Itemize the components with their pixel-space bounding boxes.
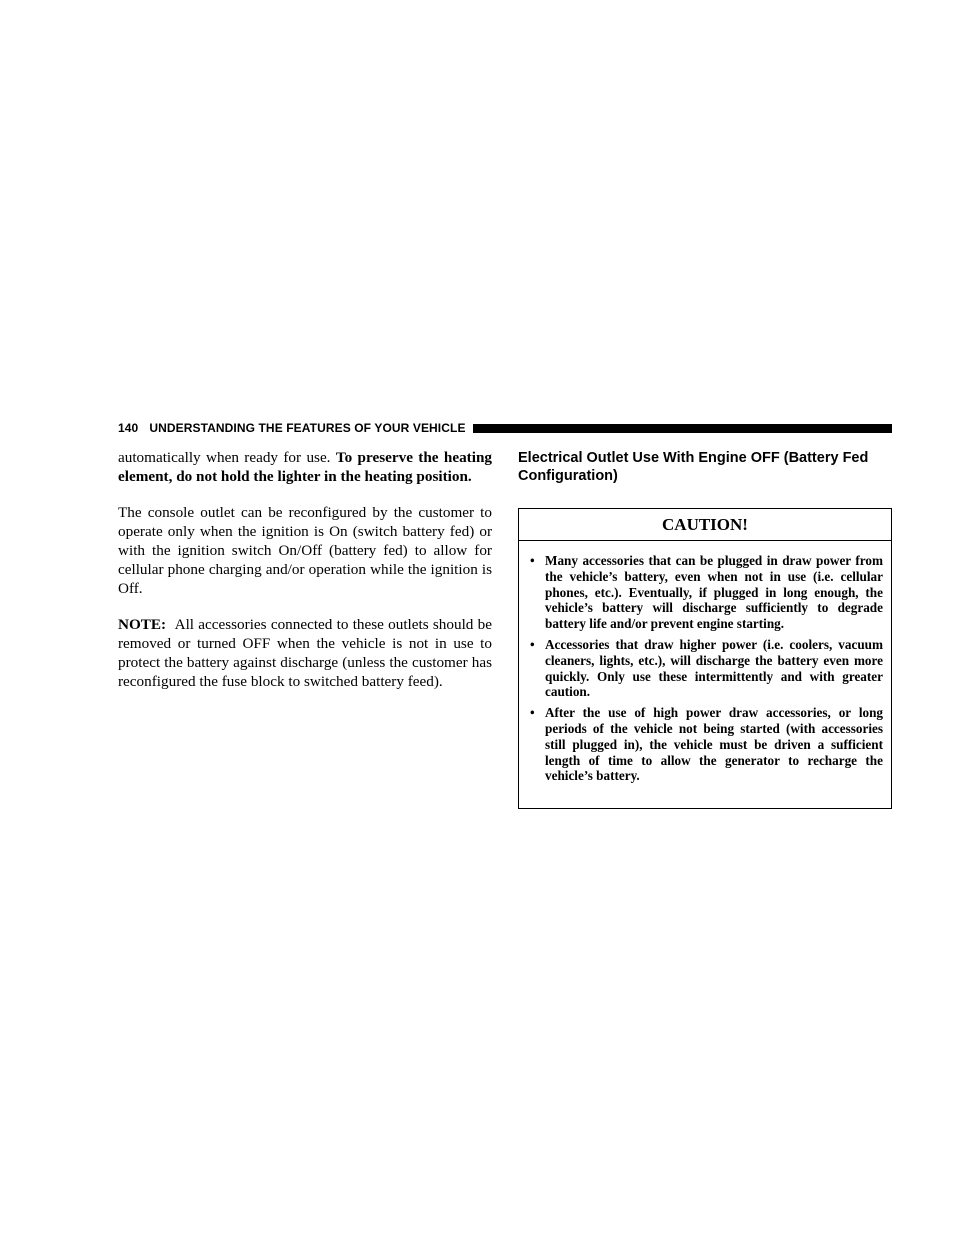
caution-item-text: Many accessories that can be plugged in draw power from the vehicle’s battery, even when not in use (i.e. cellular phones, etc.). Eventually, if plugged in long enough, the vehicle’s battery will discharge sufficiently to degrade battery life and/or prevent engine starting. xyxy=(545,553,883,632)
caution-title: CAUTION! xyxy=(519,509,891,541)
note-text: All accessories connected to these outlets should be removed or turned OFF when the vehicle is not in use to protect the battery against discharge (unless the customer has reconfigured the fuse block to switched battery feed). xyxy=(118,616,492,690)
section-subheading: Electrical Outlet Use With Engine OFF (Battery Fed Configuration) xyxy=(518,450,869,484)
page-header xyxy=(118,419,892,437)
page-number: 140 xyxy=(118,421,139,435)
right-column xyxy=(518,448,892,784)
caution-item xyxy=(530,553,883,632)
caution-item xyxy=(530,705,883,784)
caution-item-text: Accessories that draw higher power (i.e. coolers, vacuum cleaners, lights, etc.), will discharge the battery even more quickly. Only use these intermittently and with greater caution. xyxy=(545,636,883,700)
bullet-icon: • xyxy=(530,553,535,568)
caution-item-text: After the use of high power draw accessories, or long periods of the vehicle not being started (with accessories still plugged in), the vehicle must be driven a sufficient length of time to allow the generator to recharge the vehicle’s battery. xyxy=(545,705,883,784)
paragraph-console-outlet: The console outlet can be reconfigured by the customer to operate only when the ignition is On (switch battery fed) or with the ignition switch On/Off (battery fed) to allow for cellular phone charging and/or operation while the ignition is Off. xyxy=(118,504,492,597)
bullet-icon: • xyxy=(530,705,535,721)
note-label: NOTE: xyxy=(118,616,167,633)
bullet-icon: • xyxy=(530,636,535,652)
caution-item xyxy=(530,636,883,700)
caution-box xyxy=(518,508,892,809)
paragraph-lighter-text: automatically when ready for use. xyxy=(118,449,336,466)
paragraph-lighter-warning: To preserve the heating element, do not hold the lighter in the heating position. xyxy=(118,449,493,485)
left-column xyxy=(118,448,492,708)
section-title: UNDERSTANDING THE FEATURES OF YOUR VEHICLE xyxy=(149,421,466,435)
header-rule xyxy=(473,424,892,433)
paragraph-lighter xyxy=(118,448,492,486)
paragraph-note xyxy=(118,615,492,691)
caution-list xyxy=(519,541,891,784)
